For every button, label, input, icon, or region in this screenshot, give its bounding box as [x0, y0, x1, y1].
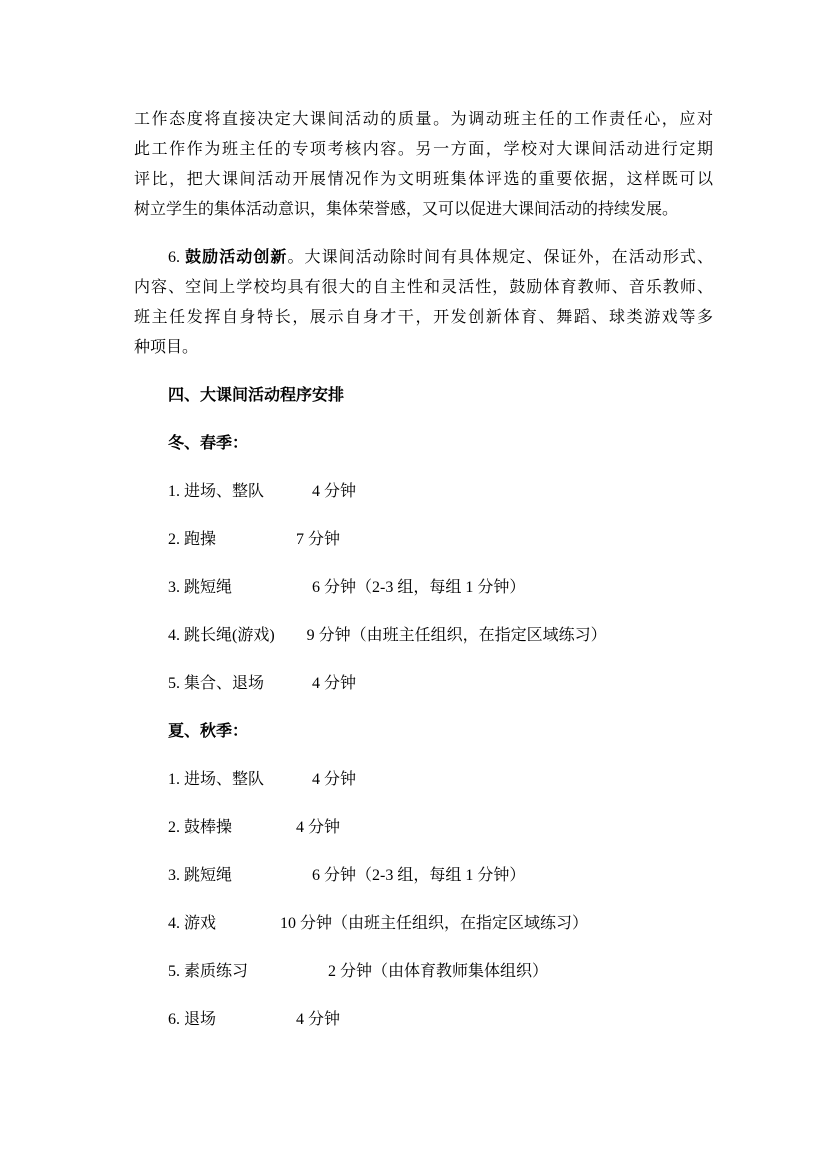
- paragraph-work-attitude: [134, 105, 713, 225]
- text-line: 种项目。: [134, 339, 199, 356]
- winter-spring-season-heading: 冬、春季：: [168, 435, 249, 452]
- schedule-item-winter-5: 5. 集合、退场 4 分钟: [168, 675, 357, 692]
- schedule-item-winter-1: 1. 进场、整队 4 分钟: [168, 483, 357, 500]
- text-line: 内容、空间上学校均具有很大的自主性和灵活性，鼓励体育教师、音乐教师、: [134, 279, 713, 296]
- text-line: 此工作作为班主任的专项考核内容。另一方面，学校对大课间活动进行定期: [134, 141, 713, 158]
- summer-autumn-season-heading: 夏、秋季：: [168, 723, 249, 740]
- schedule-item-summer-1: 1. 进场、整队 4 分钟: [168, 771, 357, 788]
- text-line: 树立学生的集体活动意识，集体荣誉感，又可以促进大课间活动的持续发展。: [134, 201, 679, 218]
- document-content: [134, 105, 713, 1053]
- item-number: 6.: [168, 249, 186, 266]
- schedule-item-winter-2: 2. 跑操 7 分钟: [168, 531, 341, 548]
- schedule-item-summer-2: 2. 鼓棒操 4 分钟: [168, 819, 341, 836]
- section-heading-procedure: 四、大课间活动程序安排: [168, 387, 345, 404]
- line-rest-text: 。大课间活动除时间有具体规定、保证外，在活动形式、: [287, 249, 713, 266]
- bold-lead-text: 鼓励活动创新: [185, 249, 288, 266]
- schedule-item-summer-6: 6. 退场 4 分钟: [168, 1011, 341, 1028]
- schedule-item-summer-4: 4. 游戏 10 分钟（由班主任组织，在指定区域练习）: [168, 915, 589, 932]
- text-line: 班主任发挥自身特长，展示自身才干，开发创新体育、舞蹈、球类游戏等多: [134, 309, 713, 326]
- schedule-item-summer-5: 5. 素质练习 2 分钟（由体育教师集体组织）: [168, 963, 549, 980]
- text-line: 工作态度将直接决定大课间活动的质量。为调动班主任的工作责任心，应对: [134, 111, 713, 128]
- schedule-item-winter-4: 4. 跳长绳(游戏) 9 分钟（由班主任组织，在指定区域练习）: [168, 627, 607, 644]
- text-line: 评比，把大课间活动开展情况作为文明班集体评选的重要依据，这样既可以: [134, 171, 713, 188]
- schedule-item-summer-3: 3. 跳短绳 6 分钟（2-3 组，每组 1 分钟）: [168, 867, 526, 884]
- text-line: [134, 243, 713, 273]
- paragraph-activity-innovation: [134, 243, 713, 363]
- schedule-item-winter-3: 3. 跳短绳 6 分钟（2-3 组，每组 1 分钟）: [168, 579, 526, 596]
